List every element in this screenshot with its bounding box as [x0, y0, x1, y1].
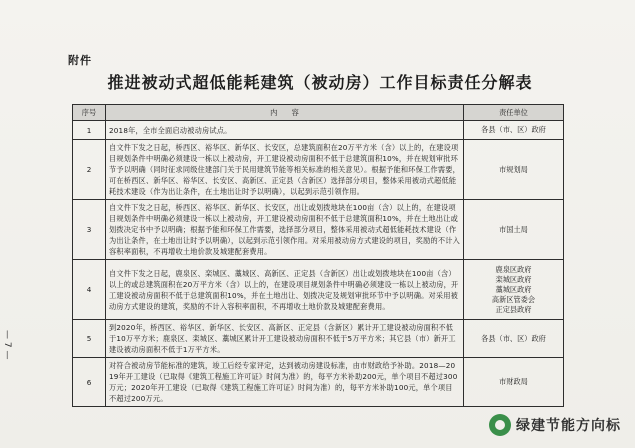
responsible-unit: 鹿泉区政府 — [495, 264, 532, 274]
watermark-text: 绿建节能方向标 — [516, 418, 621, 434]
leaf-logo-icon — [489, 414, 511, 436]
row-content: 自文件下发之日起，桥西区、裕华区、新华区、长安区，出让或划拨地块在100亩（含）以上的，在建设项目规划条件中明确必须建设一栋以上被动房，开工建设被动房面积不低于总建筑面积10%，并在土地出让或划拨决定书中予以明确；根据予能和环保工作需要，选择部分项目，整体采用被动式超低能耗技术建设（作为出让条件，在土地出让时予以明确），以起到示范引领作用。对采用被动房方式建设的项目，奖励的不计入容积率面积，不再增收土地价款及城建配套费用。 — [106, 200, 464, 260]
row-number: 6 — [73, 358, 106, 407]
responsible-unit: 各县（市、区）政府 — [481, 333, 546, 343]
responsible-unit: 各县（市、区）政府 — [481, 125, 546, 134]
responsible-unit: 市财政局 — [499, 377, 528, 386]
responsible-unit: 市国土局 — [499, 224, 528, 234]
row-number: 3 — [73, 200, 106, 260]
row-responsible — [464, 260, 564, 320]
responsible-unit: 藁城区政府 — [495, 284, 532, 294]
document-title: 推进被动式超低能耗建筑（被动房）工作目标责任分解表 — [107, 73, 533, 92]
table-row — [73, 320, 564, 358]
watermark — [489, 414, 621, 436]
row-content: 到2020年，桥西区、裕华区、新华区、长安区、高新区、正定县（含新区）累计开工建设被动房面积不低于10万平方米；鹿泉区、栾城区、藁城区累计开工建设被动房面积不低于5万平方米；其它县（市）新开工建设被动房面积不低于1万平方米。 — [106, 320, 464, 358]
row-content: 对符合被动房节能标准的建筑，竣工后经专家评定，达到被动房建设标准，由市财政给予补助。2018—2019年开工建设（已取得《建筑工程施工许可证》时间为准）的，每平方米补助200元，单个项目不超过300万元；2020年开工建设（已取得《建筑工程施工许可证》时间为准）的，每平方米补助100元，单个项目不超过200万元。 — [106, 358, 464, 407]
table-row — [73, 200, 564, 260]
row-content: 2018年，全市全面启动被动房试点。 — [106, 121, 464, 140]
table-row — [73, 260, 564, 320]
row-responsible — [464, 320, 564, 358]
table-row — [73, 121, 564, 140]
responsible-unit: 正定县政府 — [495, 304, 532, 314]
responsibility-table — [72, 104, 564, 407]
row-number: 2 — [73, 140, 106, 200]
page-number: — 7 — — [2, 330, 12, 360]
row-responsible — [464, 200, 564, 260]
attachment-label: 附件 — [68, 54, 92, 67]
responsible-unit: 栾城区政府 — [495, 274, 532, 284]
table-header-row — [73, 105, 564, 121]
table-row — [73, 140, 564, 200]
responsible-unit: 高新区管委会 — [491, 294, 536, 304]
row-content: 自文件下发之日起，桥西区、裕华区、新华区、长安区，总建筑面积在20万平方米（含）以上的，在建设项目规划条件中明确必须建设一栋以上被动房，开工建设被动房面积不低于总建筑面积10%，并在规划审批环节予以明确（同时征求同级住建部门关于民用建筑节能等相关标准的相关意见）。根据予能和环保工作需要，可在桥西区、新华区、裕华区、长安区、高新区、正定县（含新区）选择部分项目，整体采用被动式超低能耗技术建设（作为出让条件，在土地出让时予以明确），以起到示范引领作用。 — [106, 140, 464, 200]
header-responsible: 责任单位 — [464, 105, 564, 121]
header-number: 序号 — [73, 105, 106, 121]
row-number: 5 — [73, 320, 106, 358]
table-row — [73, 358, 564, 407]
row-content: 自文件下发之日起，鹿泉区、栾城区、藁城区、高新区、正定县（含新区）出让或划拨地块在100亩（含）以上的或总建筑面积在20万平方米（含）以上的，在建设项目规划条件中明确必须建设一栋以上被动房，开工建设被动房面积不低于总建筑面积10%，并在土地出让、划拨决定及规划审批环节中予以明确。对采用被动房方式建设的建筑，奖励的不计入容积率面积，不再增收土地价款及城建配套费用。 — [106, 260, 464, 320]
row-responsible — [464, 121, 564, 140]
row-number: 1 — [73, 121, 106, 140]
row-responsible — [464, 358, 564, 407]
responsible-unit: 市规划局 — [499, 164, 528, 174]
row-responsible — [464, 140, 564, 200]
row-number: 4 — [73, 260, 106, 320]
header-content: 内 容 — [106, 105, 464, 121]
